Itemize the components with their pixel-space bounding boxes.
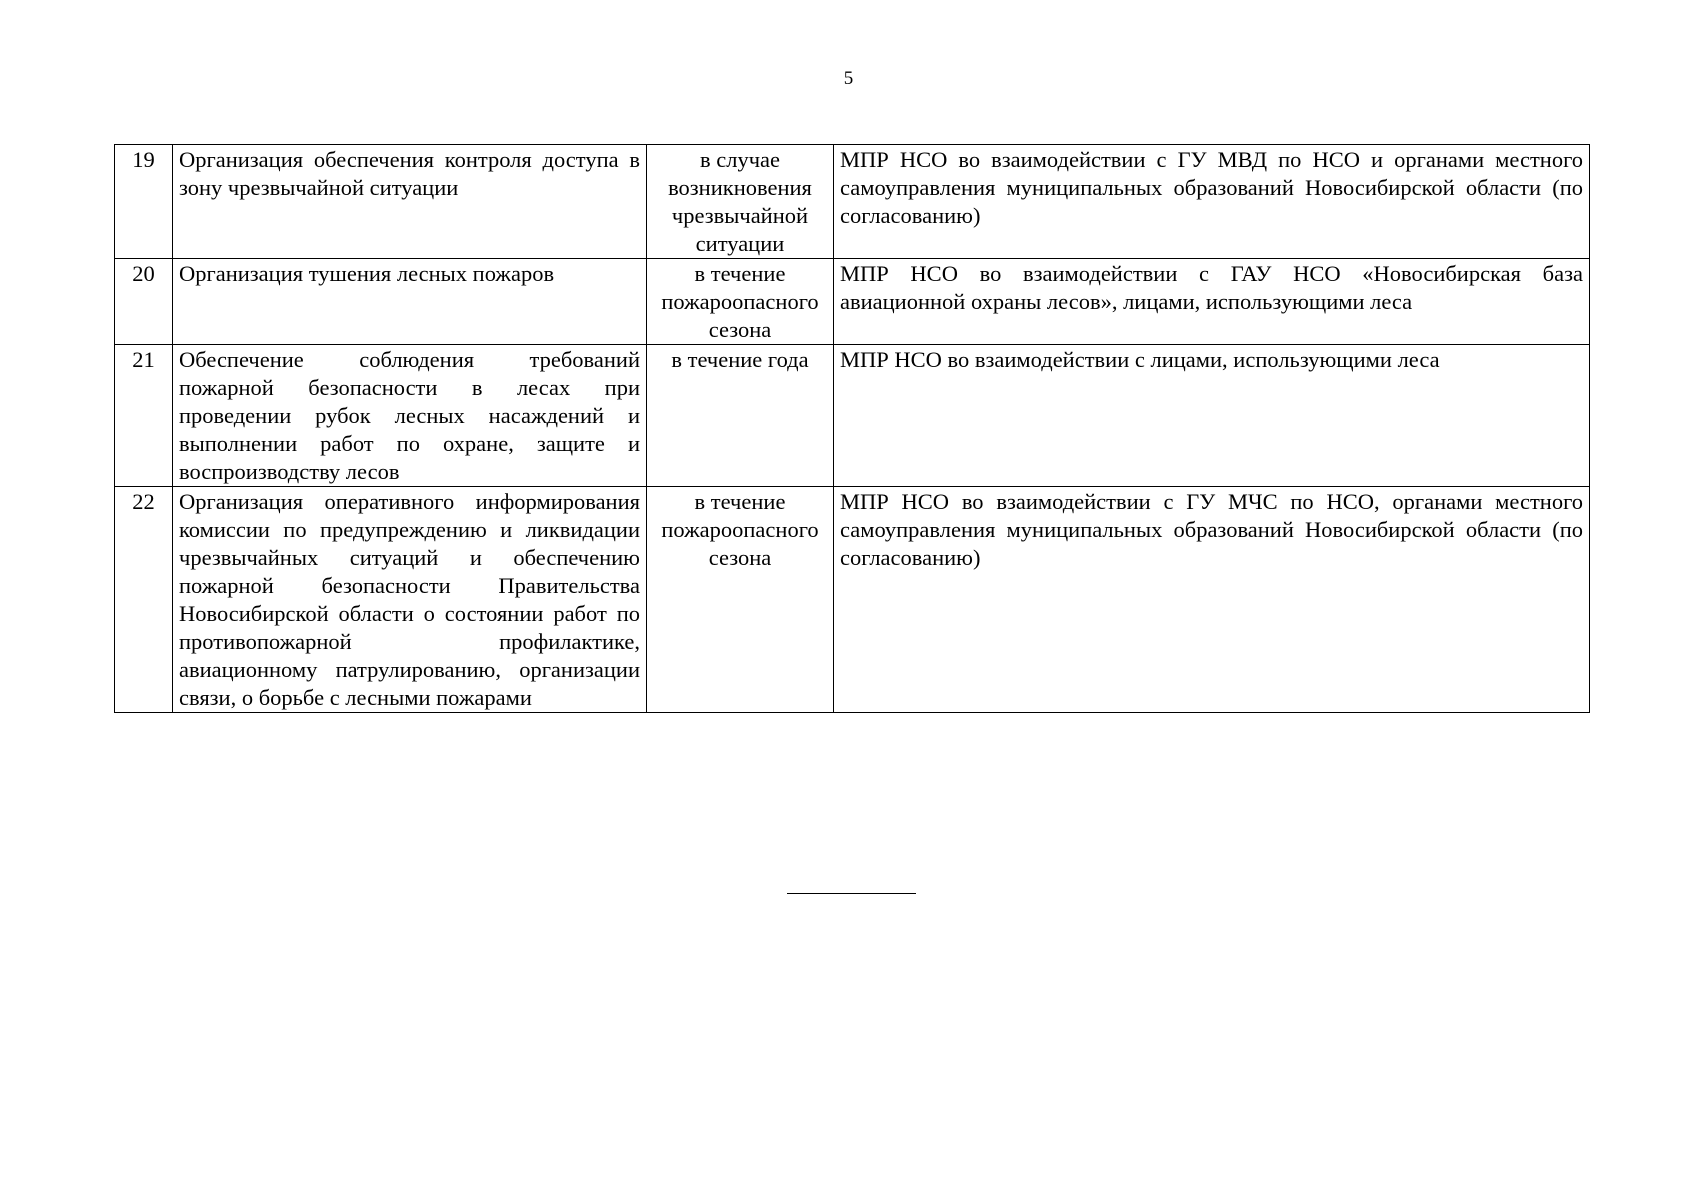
responsible-cell: МПР НСО во взаимодействии с ГУ МЧС по НСО, органами местного самоуправления муниципальных образований Новосибирской области (по согласованию) [834, 487, 1590, 713]
responsible-cell: МПР НСО во взаимодействии с ГАУ НСО «Новосибирская база авиационной охраны лесов», лицами, использующими леса [834, 259, 1590, 345]
row-number: 22 [115, 487, 173, 713]
page-number: 5 [843, 68, 854, 89]
responsible-cell: МПР НСО во взаимодействии с лицами, использующими леса [834, 345, 1590, 487]
row-number: 21 [115, 345, 173, 487]
term-cell: в течение пожароопасного сезона [647, 487, 834, 713]
term-cell: в случае возникновения чрезвычайной ситуации [647, 145, 834, 259]
end-of-document-rule [787, 893, 916, 894]
event-cell: Организация обеспечения контроля доступа в зону чрезвычайной ситуации [173, 145, 647, 259]
row-number: 20 [115, 259, 173, 345]
term-cell: в течение пожароопасного сезона [647, 259, 834, 345]
responsible-cell: МПР НСО во взаимодействии с ГУ МВД по НСО и органами местного самоуправления муниципальных образований Новосибирской области (по согласованию) [834, 145, 1590, 259]
table-row [115, 487, 1590, 713]
event-cell: Организация оперативного информирования комиссии по предупреждению и ликвидации чрезвычайных ситуаций и обеспечению пожарной безопасности Правительства Новосибирской области о состоянии работ по противопожарной профилактике, авиационному патрулированию, организации связи, о борьбе с лесными пожарами [173, 487, 647, 713]
term-cell: в течение года [647, 345, 834, 487]
event-cell: Обеспечение соблюдения требований пожарной безопасности в лесах при проведении рубок лесных насаждений и выполнении работ по охране, защите и воспроизводству лесов [173, 345, 647, 487]
table-row [115, 259, 1590, 345]
measures-table [114, 144, 1590, 713]
row-number: 19 [115, 145, 173, 259]
table-row [115, 345, 1590, 487]
event-cell: Организация тушения лесных пожаров [173, 259, 647, 345]
table-row [115, 145, 1590, 259]
